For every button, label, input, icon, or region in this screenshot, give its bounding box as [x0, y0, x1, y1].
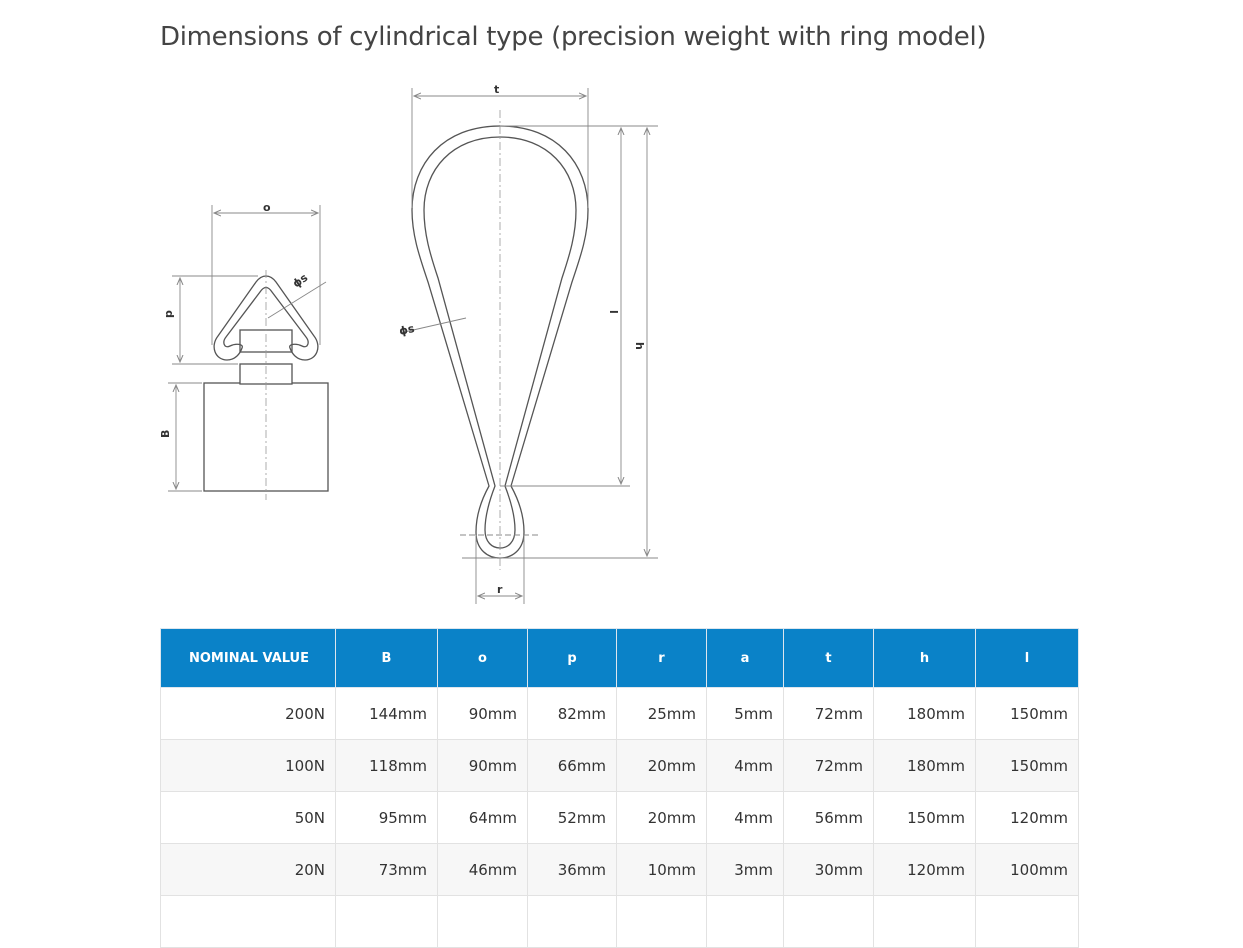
dim-label-l: l — [607, 310, 620, 314]
table-cell: 5mm — [707, 688, 784, 740]
table-cell: 36mm — [528, 844, 617, 896]
table-cell: 118mm — [336, 740, 438, 792]
table-cell: 20mm — [617, 792, 707, 844]
table-cell: 3mm — [707, 844, 784, 896]
table-cell: 25mm — [617, 688, 707, 740]
table-cell: 50N — [161, 792, 336, 844]
table-cell: 20N — [161, 844, 336, 896]
table-cell: 72mm — [784, 740, 874, 792]
table-cell: 64mm — [438, 792, 528, 844]
dim-label-p: p — [162, 310, 175, 318]
table-row — [161, 740, 1079, 792]
table-cell: 72mm — [784, 688, 874, 740]
table-cell: 10mm — [617, 844, 707, 896]
table-cell — [161, 896, 336, 948]
table-cell: 82mm — [528, 688, 617, 740]
ring-weight-drawing — [412, 110, 588, 570]
header-nominal-value: NOMINAL VALUE — [161, 629, 336, 688]
table-cell: 90mm — [438, 740, 528, 792]
table-cell — [707, 896, 784, 948]
header-B: B — [336, 629, 438, 688]
table-cell: 150mm — [874, 792, 976, 844]
header-l: l — [976, 629, 1079, 688]
table-cell — [336, 896, 438, 948]
table-cell: 95mm — [336, 792, 438, 844]
table-cell: 46mm — [438, 844, 528, 896]
table-cell: 180mm — [874, 740, 976, 792]
table-cell: 4mm — [707, 740, 784, 792]
table-cell: 100mm — [976, 844, 1079, 896]
table-cell: 200N — [161, 688, 336, 740]
table-row — [161, 792, 1079, 844]
table-cell: 180mm — [874, 688, 976, 740]
header-p: p — [528, 629, 617, 688]
table-cell: 30mm — [784, 844, 874, 896]
header-a: a — [707, 629, 784, 688]
table-row — [161, 844, 1079, 896]
table-cell: 150mm — [976, 688, 1079, 740]
header-h: h — [874, 629, 976, 688]
table-cell — [976, 896, 1079, 948]
table-cell: 20mm — [617, 740, 707, 792]
table-cell: 90mm — [438, 688, 528, 740]
table-cell: 100N — [161, 740, 336, 792]
table-cell: 150mm — [976, 740, 1079, 792]
table-cell: 4mm — [707, 792, 784, 844]
cylinder-weight-drawing — [204, 270, 328, 500]
dim-label-phi-s-ring: ϕs — [397, 322, 416, 338]
table-cell — [874, 896, 976, 948]
table-cell: 120mm — [874, 844, 976, 896]
table-cell: 52mm — [528, 792, 617, 844]
page-title: Dimensions of cylindrical type (precision weight with ring model) — [160, 22, 987, 52]
table-row — [161, 896, 1079, 948]
table-cell: 120mm — [976, 792, 1079, 844]
table-cell: 56mm — [784, 792, 874, 844]
table-cell: 66mm — [528, 740, 617, 792]
table-row — [161, 688, 1079, 740]
dimensions-table — [160, 628, 1079, 948]
dimension-diagram — [150, 78, 670, 613]
table-cell: 73mm — [336, 844, 438, 896]
dim-label-phi-s-small: ϕs — [290, 271, 311, 291]
technical-drawing — [150, 78, 670, 617]
table-cell: 144mm — [336, 688, 438, 740]
dim-label-t: t — [494, 83, 500, 96]
table-cell — [617, 896, 707, 948]
dim-label-h: h — [633, 342, 646, 350]
dim-label-r: r — [497, 583, 503, 596]
dim-label-B: B — [159, 429, 172, 438]
table-cell — [528, 896, 617, 948]
header-o: o — [438, 629, 528, 688]
header-r: r — [617, 629, 707, 688]
header-t: t — [784, 629, 874, 688]
dim-label-o: o — [263, 201, 271, 214]
table-header-row — [161, 629, 1079, 688]
table-cell — [438, 896, 528, 948]
table-cell — [784, 896, 874, 948]
